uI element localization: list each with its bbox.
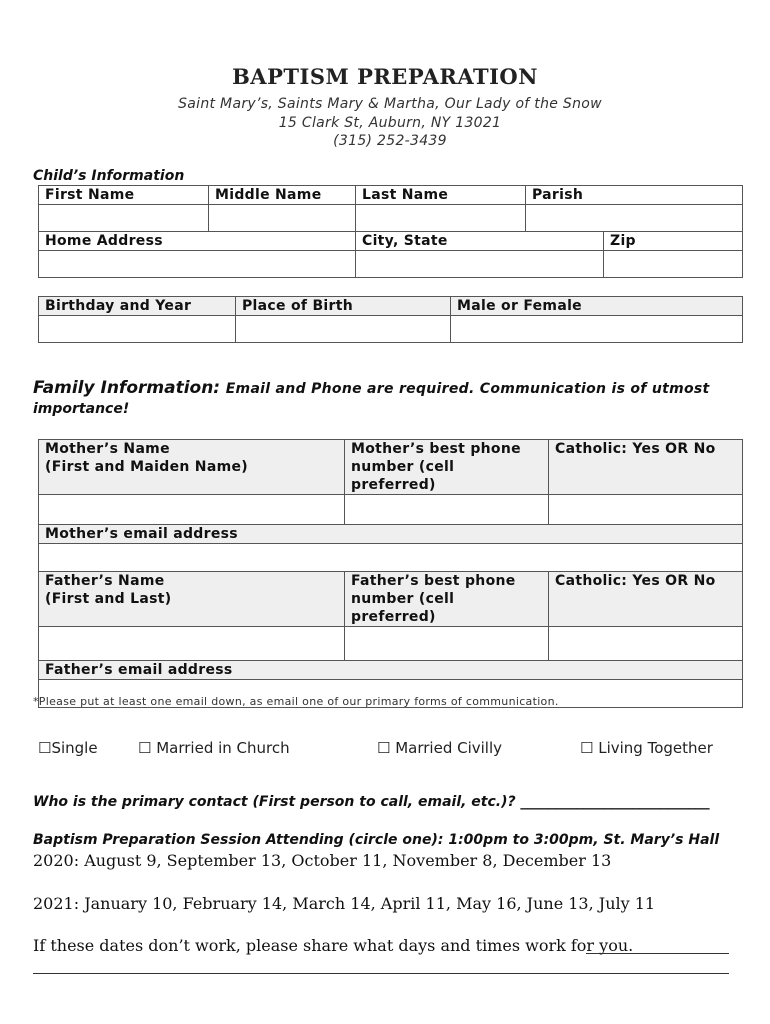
father-phone-label-1: Father’s best phone bbox=[351, 573, 516, 589]
place-of-birth-label: Place of Birth bbox=[236, 297, 451, 316]
father-catholic-field[interactable] bbox=[549, 627, 743, 661]
mother-catholic-field[interactable] bbox=[549, 495, 743, 525]
mother-name-field[interactable] bbox=[39, 495, 345, 525]
last-name-field[interactable] bbox=[356, 205, 526, 232]
place-of-birth-field[interactable] bbox=[236, 316, 451, 343]
alt-dates-question: If these dates don’t work, please share what days and times work for you. bbox=[33, 936, 634, 955]
primary-contact-question: Who is the primary contact (First person to call, email, etc.)? ___________________________ bbox=[33, 794, 710, 810]
father-catholic-label: Catholic: Yes OR No bbox=[549, 572, 743, 627]
mother-phone-label-2: number (cell preferred) bbox=[351, 459, 455, 493]
family-heading-note-2: importance! bbox=[33, 401, 130, 417]
mother-name-label-2: (First and Maiden Name) bbox=[45, 459, 248, 475]
child-section-label: Child’s Information bbox=[33, 168, 185, 184]
middle-name-field[interactable] bbox=[209, 205, 356, 232]
birthday-field[interactable] bbox=[39, 316, 236, 343]
mother-name-label-1: Mother’s Name bbox=[45, 441, 170, 457]
birth-info-table bbox=[38, 296, 743, 343]
father-phone-label bbox=[345, 572, 549, 627]
parish-phone: (315) 252-3439 bbox=[333, 133, 447, 149]
last-name-label: Last Name bbox=[356, 186, 526, 205]
parish-address: 15 Clark St, Auburn, NY 13021 bbox=[278, 115, 502, 131]
sex-field[interactable] bbox=[451, 316, 743, 343]
married-church-checkbox[interactable]: ☐ Married in Church bbox=[138, 739, 290, 757]
father-phone-label-2: number (cell preferred) bbox=[351, 591, 455, 625]
mother-name-label bbox=[39, 440, 345, 495]
father-name-label bbox=[39, 572, 345, 627]
middle-name-label: Middle Name bbox=[209, 186, 356, 205]
form-title: BAPTISM PREPARATION bbox=[232, 64, 538, 89]
single-checkbox[interactable]: ☐Single bbox=[38, 739, 98, 757]
father-name-label-1: Father’s Name bbox=[45, 573, 165, 589]
family-info-table bbox=[38, 439, 743, 708]
mother-email-label: Mother’s email address bbox=[39, 525, 743, 544]
email-note: *Please put at least one email down, as email one of our primary forms of communication. bbox=[33, 695, 559, 708]
birthday-label: Birthday and Year bbox=[39, 297, 236, 316]
mother-email-field[interactable] bbox=[39, 544, 743, 572]
father-phone-field[interactable] bbox=[345, 627, 549, 661]
city-state-field[interactable] bbox=[356, 251, 604, 278]
family-heading-note: Email and Phone are required. Communication is of utmost bbox=[225, 381, 710, 397]
mother-phone-field[interactable] bbox=[345, 495, 549, 525]
father-name-label-2: (First and Last) bbox=[45, 591, 172, 607]
mother-phone-label-1: Mother’s best phone bbox=[351, 441, 521, 457]
dates-2021: 2021: January 10, February 14, March 14, April 11, May 16, June 13, July 11 bbox=[33, 894, 656, 913]
parish-names: Saint Mary’s, Saints Mary & Martha, Our Lady of the Snow bbox=[178, 96, 602, 112]
family-heading bbox=[33, 378, 710, 398]
mother-catholic-label: Catholic: Yes OR No bbox=[549, 440, 743, 495]
zip-label: Zip bbox=[604, 232, 743, 251]
home-address-field[interactable] bbox=[39, 251, 356, 278]
city-state-label: City, State bbox=[356, 232, 604, 251]
first-name-label: First Name bbox=[39, 186, 209, 205]
child-info-table bbox=[38, 185, 743, 278]
session-question: Baptism Preparation Session Attending (circle one): 1:00pm to 3:00pm, St. Mary’s Hall bbox=[33, 832, 720, 848]
dates-2020: 2020: August 9, September 13, October 11, November 8, December 13 bbox=[33, 851, 612, 870]
parish-field[interactable] bbox=[526, 205, 743, 232]
alt-dates-line-1[interactable] bbox=[586, 953, 729, 954]
father-email-label: Father’s email address bbox=[39, 661, 743, 680]
parish-label: Parish bbox=[526, 186, 743, 205]
zip-field[interactable] bbox=[604, 251, 743, 278]
family-heading-title: Family Information: bbox=[33, 378, 221, 398]
home-address-label: Home Address bbox=[39, 232, 356, 251]
sex-label: Male or Female bbox=[451, 297, 743, 316]
married-civilly-checkbox[interactable]: ☐ Married Civilly bbox=[377, 739, 503, 757]
first-name-field[interactable] bbox=[39, 205, 209, 232]
living-together-checkbox[interactable]: ☐ Living Together bbox=[580, 739, 713, 757]
mother-phone-label bbox=[345, 440, 549, 495]
father-name-field[interactable] bbox=[39, 627, 345, 661]
alt-dates-line-2[interactable] bbox=[33, 973, 729, 974]
